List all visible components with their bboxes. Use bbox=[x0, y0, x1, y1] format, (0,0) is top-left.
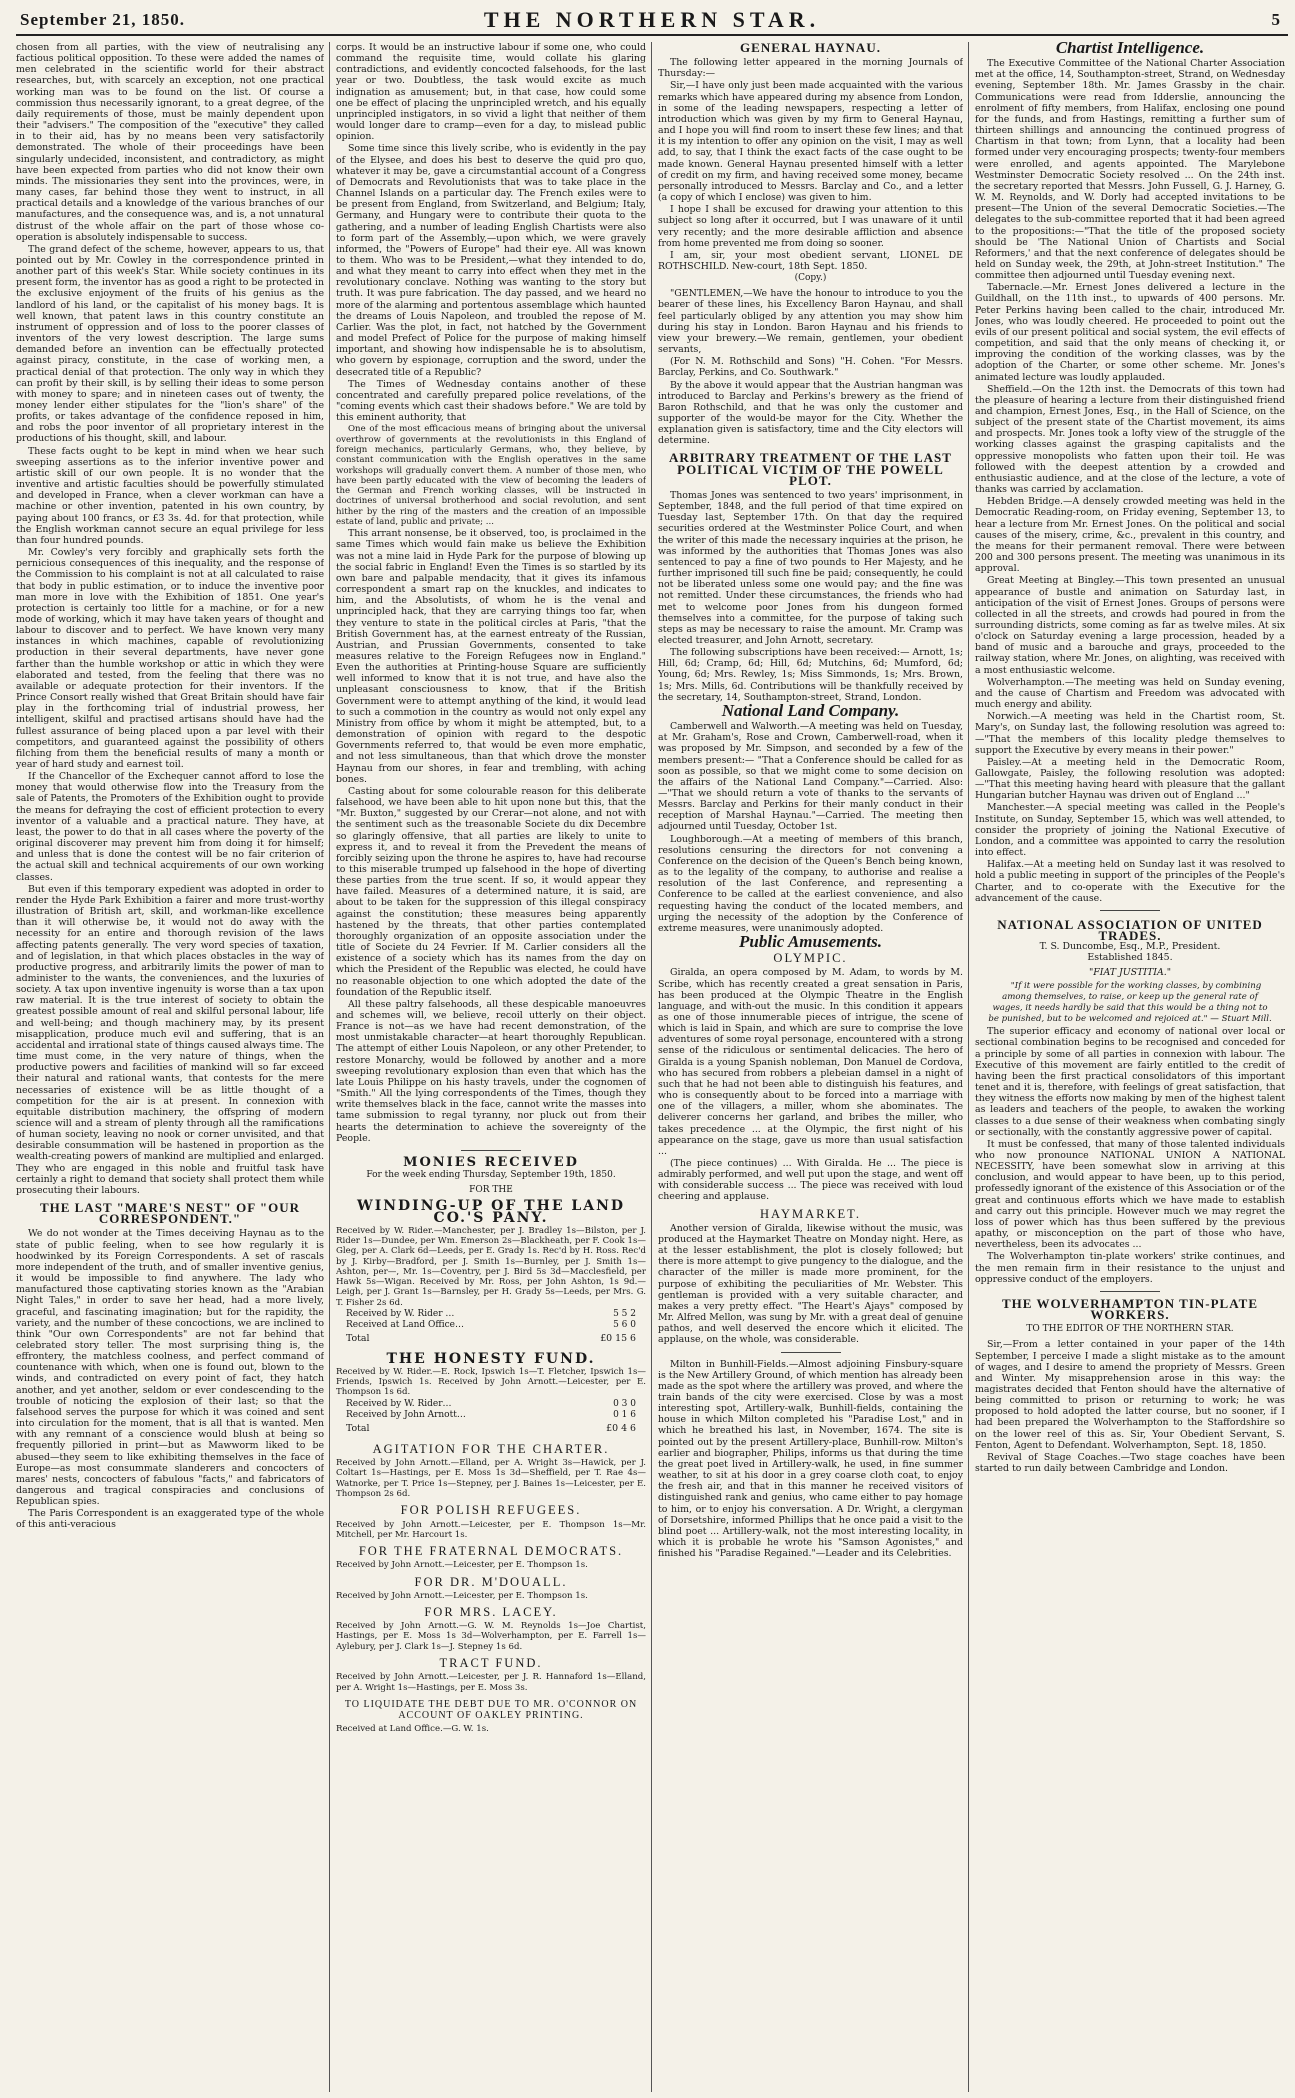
article-paragraph: The Paris Correspondent is an exaggerated type of the whole of this anti-veracious bbox=[16, 1508, 324, 1531]
article-paragraph: Hebden Bridge.—A densely crowded meeting was held in the Democratic Reading-room, on Friday evening, September 13, to hear a lecture from Mr. Ernest Jones. On the political and social causes of the misery, crime, &c., prevalent in this country, and the means for their permanent removal. There were between 200 and 300 persons present. The meeting was unanimous in its approval. bbox=[975, 496, 1285, 575]
divider bbox=[1100, 910, 1160, 911]
article-heading: OLYMPIC. bbox=[773, 951, 848, 966]
fund-heading: WINDING-UP OF THE LAND CO.'S PANY. bbox=[356, 1198, 626, 1226]
fund-heading: THE HONESTY FUND. bbox=[386, 1350, 596, 1367]
letter-salutation: TO THE EDITOR OF THE NORTHERN STAR. bbox=[1026, 1324, 1234, 1335]
article-paragraph: By the above it would appear that the Austrian hangman was introduced to Barclay and Perkins's brewery as the friend of Baron Rothschild, and that he was only the customer and supporter of the would-be mayor for the City. Whether the explanation given is satisfactory, time and the City electors will determine. bbox=[658, 379, 963, 447]
article-heading: THE LAST "MARE'S NEST" OF "OUR CORRESPONDENT." bbox=[39, 1200, 301, 1227]
article-paragraph: Loughborough.—At a meeting of members of this branch, resolutions censuring the directors for not convening a Conference on the decision of the Queen's Bench being known, as to the legality of the company, to authorise and realise a resolution of the last Conference, and representing a Conference to be called at the earliest convenience, and also requesting having the conduct of the located members, and urging the necessity of the adoption by the Conference of extreme measures, were unanimously adopted. bbox=[658, 833, 963, 934]
article-paragraph: I am, sir, your most obedient servant, LIONEL DE ROTHSCHILD. New-court, 18th Sept. 1850. bbox=[658, 249, 963, 272]
fund-receipts: Received by John Arnott.—Leicester, per J. R. Hannaford 1s—Elland, per A. Wright 1s—Hastings, per E. Moss 3s. bbox=[336, 1672, 646, 1693]
article-paragraph: The superior efficacy and economy of national over local or sectional combination begins to be recognised and conceded for a principle by some of all parties in connexion with labour. The Executive of this movement are fairly entitled to the credit of having been the first practical consolidators of this important tenet and it is, therefore, with feelings of great satisfaction, that they witness the efforts now making by men of the highest talent as leaders and teachers of the people, to awaken the working classes to a due sense of their weakness when combating singly or sectionally, with the constantly aggressive power of capital. bbox=[975, 1026, 1285, 1138]
epigraph-quote: "If it were possible for the working classes, by combining among themselves, to raise, or keep up the general rate of wages, it needs hardly be said that this would be a thing not to be punished, but to be welcomed and rejoiced at." — Stuart Mill. bbox=[988, 980, 1272, 1025]
money-line: Received by W. Rider … 5 5 2 bbox=[346, 1309, 636, 1320]
copy-label: (Copy.) bbox=[794, 273, 827, 284]
article-paragraph: Another version of Giralda, likewise without the music, was produced at the Haymarket Theatre on Monday night. Here, as at the lesser establishment, the plot is closely followed; but there is more attempt to give pungency to the dialogue, and the character of the miller is made more prominent, for the purpose of exhibiting the peculiarities of Mr. Webster. This gentleman is provided with a very suitable character, and makes a very pretty effect. "The Heart's Ajays" composed by Mr. Alfred Mellon, was sung by Mr. with a great deal of genuine pathos, and well deserved the encore which it elicited. The applause, on the whole, was considerable. bbox=[658, 1222, 963, 1346]
page-number: 5 bbox=[1271, 10, 1280, 29]
article-paragraph: All these paltry falsehoods, all these despicable manoeuvres and schemes will, we believe, recoil utterly on their object. France is not—as we have had recent demonstration, of the most unmistakable character—at heart thoroughly Republican. The attempt of either Louis Napoleon, or any other Pretender, to restore Monarchy, would be followed by another and a more sweeping revolutionary explosion than even that which has the late Louis Philippe on his hasty travels, under the cognomen of "Smith." All the lying correspondents of the Times, though they write themselves black in the face, cannot write the masses into tame submission to regal tyranny, nor pluck out from their hearts the determination to achieve the sovereignty of the People. bbox=[336, 998, 646, 1144]
section-heading: Chartist Intelligence. bbox=[1055, 42, 1205, 57]
fund-heading: FOR MRS. LACEY. bbox=[424, 1605, 558, 1620]
article-paragraph: It must be confessed, that many of those talented individuals who now pronounce NATIONAL UNION A NATIONAL NECESSITY, have been somewhat slow in arriving at this conclusion, and would appear to have been, up to this period, professedly ignorant of the existence of this Association or of the great and continuous efforts which we have made to establish and carry out this principle. However much we may regret the loss of power which has thus been suffered by the previous apathy, or misconception on the part of those who have, nevertheless, been its advocates ... bbox=[975, 1138, 1285, 1251]
fund-heading: TO LIQUIDATE THE DEBT DUE TO MR. O'CONNOR ON ACCOUNT OF OAKLEY PRINTING. bbox=[344, 1698, 638, 1721]
article-paragraph: Great Meeting at Bingley.—This town presented an unusual appearance of bustle and animation on Saturday last, in anticipation of the visit of Ernest Jones. Groups of persons were collected in all the streets, and crowds had poured in from the surrounding districts, some coming as far as twelve miles. At six o'clock on Saturday evening a large procession, headed by a band of music and a barouche and grays, proceeded to the railway station, where Mr. Jones, on alighting, was received with a most enthusiastic welcome. bbox=[975, 575, 1285, 676]
article-paragraph: Tabernacle.—Mr. Ernest Jones delivered a lecture in the Guildhall, on the 11th inst., to upwards of 400 persons. Mr. Peter Perkins having been called to the chair, introduced Mr. Jones, who was loudly cheered. He proceeded to point out the evils of our present political and social system, the evil effects of competition, and said that the only means of checking it, or improving the condition of the working classes, was by the adoption of the Charter, or some other scheme. Mr. Jones's animated lecture was loudly applauded. bbox=[975, 282, 1285, 383]
association-established: Established 1845. bbox=[1087, 952, 1173, 964]
article-paragraph: Camberwell and Walworth.—A meeting was held on Tuesday, at Mr. Graham's, Rose and Crown, Camberwell-road, when it was proposed by Mr. Simpson, and seconded by a few of the members present:— "That a Conference should be called for as soon as possible, so that we might come to some decision on the affairs of the National Land Company."—Carried. Also:—"That we should return a vote of thanks to the servants of Messrs. Barclay and Perkins for their manly conduct in their reception of Marshal Haynau."—Carried. The meeting then adjourned until Tuesday, October 1st. bbox=[658, 721, 963, 833]
article-heading: THE WOLVERHAMPTON TIN-PLATE WORKERS. bbox=[1002, 1295, 1258, 1323]
column-2 bbox=[336, 42, 646, 2092]
section-heading: Public Amusements. bbox=[739, 932, 882, 952]
article-paragraph: The grand defect of the scheme, however, appears to us, that pointed out by Mr. Cowley in the correspondence printed in another part of this week's Star. While society continues in its present form, the inventor has as good a right to be protected in the exclusive enjoyment of the fruits of his genius as the landlord of his land, or the capitalist of his money bags. It is well known, that patent laws in this country constitute an instrument of oppression and of loss to the poorer classes of inventors of the very lowest description. The large sums demanded before an invention can be effectually protected against piracy, constitute, in the case of working men, a practical denial of that protection. The only way in which they can profit by their skill, is by selling their ideas to some person with money to spare; and in nineteen cases out of twenty, the money lender either stipulates for the "lion's share" of the profits, or takes advantage of the confidence reposed in him, and robs the poor inventor of all proprietary interest in the productions of his thought, skill, and labour. bbox=[16, 243, 324, 445]
article-paragraph: Halifax.—At a meeting held on Sunday last it was resolved to hold a public meeting in support of the principles of the People's Charter, and to co-operate with the Executive for the advancement of the cause. bbox=[975, 859, 1285, 904]
association-heading: NATIONAL ASSOCIATION OF UNITED TRADES. bbox=[997, 916, 1263, 944]
column-1 bbox=[16, 42, 324, 2092]
divider bbox=[461, 1150, 521, 1151]
column-divider bbox=[968, 42, 969, 2092]
for-the-label: FOR THE bbox=[469, 1185, 513, 1196]
column-divider bbox=[651, 42, 652, 2092]
article-paragraph: Norwich.—A meeting was held in the Chartist room, St. Mary's, on Sunday last, the following resolution was agreed to:—"That the members of this locality pledge themselves to support the Executive by every means in their power." bbox=[975, 711, 1285, 756]
fund-receipts: Received by W. Rider.—Manchester, per J. Bradley 1s—Bilston, per J. Rider 1s—Dundee, per Wm. Emerson 2s—Blackheath, per F. Cook 1s—Gleg, per A. Clark 6d—Leeds, per E. Grady 1s. Rec'd by H. Ross. Rec'd by J. Kirby—Bradford, per J. Smith 1s—Burnley, per J. Smith 1s—Ashton, per—, Mr. 1s—Coventry, per J. Bird 5s 3d—Macclesfield, per Hawk 5s—Wigan. Received by Mr. Ross, per John Ashton, 1s 9d.—Leigh, per J. Grant 1s—Barnsley, per H. Grady 5s—Leeds, per Mrs. G. T. Fisher 2s 6d. bbox=[336, 1225, 646, 1308]
association-president: T. S. Duncombe, Esq., M.P., President. bbox=[1039, 941, 1221, 953]
article-paragraph: Mr. Cowley's very forcibly and graphically sets forth the pernicious consequences of this inequality, and the response of the Commission to his complaint is not at all calculated to raise that body in public estimation, or to induce the inventive poor man more in love with the Exhibition of 1851. One year's protection is certainly too little for a machine, or for a new mode of working, which it may have taken years of thought and labour to discover and to perfect. We have known very many instances in which machines, capable of revolutionizing production in their several departments, have never gone farther than the humble workshop or attic in which they were elaborated and tested, from the feeling that there was no available or adequate protection for their inventors. If the Prince Consort really wished that Great Britain should have fair play in the forthcoming trial of industrial prowess, her intelligent, skilful and practised artisans should have had the fullest assurance of being placed upon a par level with their competitors, and guaranteed against the possibility of others filching from them the beneficial results of many a month or year of hard study and earnest toil. bbox=[16, 547, 324, 770]
article-paragraph: This arrant nonsense, be it observed, too, is proclaimed in the same Times which would fain make us believe the Exhibition was not a mine laid in Hyde Park for the purpose of blowing up the social fabric in England! Even the Times is so startled by its own bare and palpable mendacity, that it gives its infamous correspondent a smart rap on the knuckles, and indicates to him, and the Absolutists, of whom he is the venal and unprincipled hack, that they are carrying things too far, when they venture to state in the political circles at Paris, "that the British Government has, at the earnest entreaty of the Russian, Austrian, and Prussian Governments, consented to take measures relative to the Foreign Refugees now in England." Even the authorities at Printing-house Square are sufficiently well informed to know that it is not true, and have also the unpleasant consciousness to know, that if the British Government were to attempt anything of the kind, it would lead to such a commotion in the country as would not only expel any Ministry from office by whom it might be attempted, but, to a demonstration of opinion with regard to the despotic Governments referred to, that would be even more emphatic, and not less simultaneous, than that which drove the monster Haynau from our shores, in fear and trembling, with aching bones. bbox=[336, 528, 646, 785]
article-paragraph: Manchester.—A special meeting was called in the People's Institute, on Sunday, September 15, which was well attended, to consider the propriety of joining the National Executive of London, and a committee was appointed to carry the resolution into effect. bbox=[975, 802, 1285, 859]
divider bbox=[781, 1352, 841, 1353]
article-heading: GENERAL HAYNAU. bbox=[740, 42, 881, 55]
column-4 bbox=[975, 42, 1285, 2092]
article-paragraph: Thomas Jones was sentenced to two years' imprisonment, in September, 1848, and the full period of that time expired on Tuesday last, September 17th. On that day the required securities ordered at the Westminster Police Court, and when the writer of this made the necessary inquiries at the prison, he was informed by the authorities that Thomas Jones was also sentenced to pay a fine of two pounds to Her Majesty, and he further imprisoned till such fine be paid; consequently, he could not be liberated unless some one would pay; and the fine was not remitted. Under these circumstances, the friends who had met to welcome poor Jones from his dungeon formed themselves into a committee, for the purpose of taking such steps as may be necessary to raise the amount. Mr. Cramp was elected treasurer, and John Arnott, secretary. bbox=[658, 489, 963, 646]
article-paragraph: chosen from all parties, with the view of neutralising any factious political opposition. To these were added the names of men celebrated in the scientific world for their abstract researches, but, with scarcely an exception, not one practical working man was to be found on the list. Of course a commission thus necessarily ignorant, to a great degree, of the daily requirements of those, must be mainly dependent upon their "advisers." The composition of the "executive" they called in to their aid, has by no means been very satisfactorily demonstrated. The whole of their proceedings have been singularly undecided, inconsistent, and contradictory, as might have been expected from parties who did not know their own minds. The missionaries they sent into the provinces, were, in many cases, far behind those they went to instruct, in all practical details and a knowledge of the various branches of our manufactures, and the consequence was, and is, a not unnatural distrust of the whole affair on the part of those whose co-operation is absolutely indispensable to success. bbox=[16, 42, 324, 243]
fund-receipts: Received by John Arnott.—Leicester, per E. Thompson 1s. bbox=[336, 1590, 588, 1601]
article-paragraph: The Wolverhampton tin-plate workers' strike continues, and the men remain firm in their resistance to the unjust and oppressive conduct of the employers. bbox=[975, 1251, 1285, 1285]
column-divider bbox=[329, 42, 330, 2092]
fund-heading: FOR DR. M'DOUALL. bbox=[414, 1574, 568, 1589]
article-paragraph: But even if this temporary expedient was adopted in order to render the Hyde Park Exhibition a fairer and more trust-worthy illustration of British art, skill, and workman-like excellence than it will otherwise be, it would not do away with the necessity for an entire and thorough revision of the laws affecting patents generally. The very word species of taxation, and of legislation, in that which places obstacles in the way of productive progress, and arbitrarily limits the power of man to administer to the wants, the conveniences, and the luxuries of society. A tax upon inventive ingenuity is worse than a tax upon raw material. It is the true interest of society to obtain the greatest possible amount of real and skilful personal labour, life and well-being; and though machinery may, by its present misapplication, produce much evil and suffering, that is an accidental and irrational state of things caused always time. The time must come, in the very nature of things, when the productive powers and facilities of mankind will so far exceed their natural and rational wants, that contests for the mere necessaries of existence will be as little thought of a competition for the air is at present. In connexion with equitable distribution machinery, the offspring of modern science will and a stream of plenty through all the ramifications of human society, leaving no nook or corner unvisited, and that desirable consummation will be hastened in proportion as the wealth-creating powers of mankind are multiplied and enlarged. They who are engaged in this noble and fruitful task have certainly a right to demand that society shall protect them while prosecuting their labours. bbox=[16, 883, 324, 1196]
fund-heading: FOR POLISH REFUGEES. bbox=[400, 1503, 582, 1518]
article-paragraph: Wolverhampton.—The meeting was held on Sunday evening, and the cause of Chartism and Freedom was advocated with much energy and ability. bbox=[975, 676, 1285, 711]
divider bbox=[1100, 1291, 1160, 1292]
fund-receipts: Received by John Arnott.—Elland, per A. Wright 3s—Hawick, per J. Coltart 1s—Hastings, per E. Moss 1s 3d—Sheffield, per T. Rae 4s—Watnorke, per T. Price 1s—Stepney, per J. Baines 1s—Leicester, per E. Thompson 2s 6d. bbox=[336, 1458, 646, 1500]
fund-heading: FOR THE FRATERNAL DEMOCRATS. bbox=[358, 1544, 624, 1559]
monies-received-heading: MONIES RECEIVED bbox=[403, 1154, 579, 1170]
issue-date: September 21, 1850. bbox=[20, 10, 186, 29]
fund-receipts: Received by W. Rider.—E. Rock, Ipswich 1s—T. Fletcher, Ipswich 1s—Friends, Ipswich 1s. Received by John Arnott.—Leicester, per E. Thompson 1s 6d. bbox=[336, 1366, 646, 1398]
fund-receipts: Received by John Arnott.—Leicester, per E. Thompson 1s—Mr. Mitchell, per Mr. Harcourt 1s. bbox=[336, 1519, 646, 1540]
article-paragraph: Some time since this lively scribe, who is evidently in the pay of the Elysee, and does his best to deserve the quid pro quo, whatever it may be, gave a circumstantial account of a Congress of Democrats and Revolutionists that was to take place in the Channel Islands on a particular day. The French exiles were to be present from England, from Switzerland, and Belgium; Italy, Germany, and Hungary were to contribute their quota to the gathering, and a number of leading English Chartists were also to form part of the Assembly,—upon which, we were gravely informed, the "Powers of Europe" had their eye. All was known to them. Who was to be President,—what they intended to do, and what they meant to carry into effect when they met in the revolutionary conclave. Nothing was wanting to the story but truth. It was pure fabrication. The day passed, and we heard no more of the alarming and portentous assemblage which haunted the dreams of Louis Napoleon, and troubled the repose of M. Carlier. Was the plot, in fact, not hatched by the Government and model Prefect of Police for the purpose of making himself important, and showing how indispensable he is to absolutism, who govern by espionage, corruption and the sword, under the desecrated title of a Republic? bbox=[336, 143, 646, 378]
article-paragraph: If the Chancellor of the Exchequer cannot afford to lose the money that would otherwise flow into the Treasury from the sale of Patents, the Promoters of the Exhibition ought to provide the means for defraying the cost of efficient protection to every inventor of a valuable and a practical nature. They have, at least, the power to do that in all cases where the poverty of the original discoverer may prevent him from doing it for himself; and unless that is done the contest will be no fair criterion of the actual skill and technical acquirements of our own working classes. bbox=[16, 771, 324, 883]
article-paragraph: Sheffield.—On the 12th inst. the Democrats of this town had the pleasure of hearing a lecture from their distinguished friend and champion, Ernest Jones, Esq., in the Hall of Science, on the subject of the present state of the Chartist movement, its aims and prospects. Mr. Jones took a lofty view of the struggle of the working classes against the grasping capitalists and the oppressive monopolists who fatten upon their toil. He was followed with the deepest attention by a crowded and enthusiastic audience, and at the close of the lecture, a vote of thanks was carried by acclamation. bbox=[975, 383, 1285, 496]
newspaper-page bbox=[8, 0, 1288, 2098]
money-line: Received by John Arnott… 0 1 6 bbox=[346, 1409, 636, 1420]
article-paragraph: Sir,—From a letter contained in your paper of the 14th September, I perceive I made a slight mistake as to the amount of wages, and I desire to amend the propriety of Messrs. Green and Winter. My misapprehension arose in this way: the magistrates decided that Fenton should have the alternative of being committed to prison or returning to work; he was proposed to hold adopted the latter course, but no sooner, if I had been prepared the Wolverhampton to the Staffordshire so on the lower reel of this as. Sir, Your Obedient Servant, S. Fenton, Agent to Defendant. Wolverhampton, Sept. 18, 1850. bbox=[975, 1339, 1285, 1451]
article-paragraph: "GENTLEMEN,—We have the honour to introduce to you the bearer of these lines, his Excellency Baron Haynau, and shall feel particularly obliged by any attention you may show him during his stay in London. Baron Haynau and his friends to view your brewery.—We remain, gentlemen, your obedient servants, bbox=[658, 288, 963, 356]
section-heading: National Land Company. bbox=[721, 700, 900, 720]
column-3 bbox=[658, 42, 963, 2092]
article-heading: ARBITRARY TREATMENT OF THE LAST POLITICAL VICTIM OF THE POWELL PLOT. bbox=[669, 450, 952, 488]
article-paragraph: The Times of Wednesday contains another of these concentrated and carefully prepared police revelations, of the "coming events which cast their shadows before." We are told by this eminent authority, that bbox=[336, 378, 646, 424]
article-paragraph: Giralda, an opera composed by M. Adam, to words by M. Scribe, which has recently created a great sensation in Paris, has been produced at the Olympic Theatre in the English language, and with-out the music. In this condition it appears as one of those innumerable pieces of intrigue, the scene of which is laid in Spain, and which are sure to comprise the love adventures of some royal personage, encountered with a strong sense of the ridiculous or sentimental delicacies. The hero of Giralda is a young Spanish nobleman, Don Manuel de Cordova, who has secured from robbers a plebeian damsel in a night of such that he had not been able to distinguish his features, and who is consequently about to be forced into a marriage with one of the villagers, a miller, whom she abominates. The deliverer concerns her garland, and bribes the miller, who takes precedence ... at the Olympic, the first night of his appearance on the stage, gave us more than usual satisfaction ... bbox=[658, 967, 963, 1157]
fund-heading: TRACT FUND. bbox=[439, 1656, 543, 1671]
article-paragraph: (The piece continues) ... With Giralda. He ... The piece is admirably performed, and well put upon the stage, and went off with considerable success ... The piece was received with loud cheering and applause. bbox=[658, 1158, 963, 1203]
article-paragraph: The Executive Committee of the National Charter Association met at the office, 14, Southampton-street, Strand, on Wednesday evening, September 18th. Mr. James Grassby in the chair. Communications were read from Idderslie, announcing the enrolment of fifty members, from Halifax, enclosing one pound for the funds, and from Hastings, remitting a further sum of thirteen shillings and announcing the continued progress of Chartism in that town; from Lynn, that a locality had been formed under very encouraging prospects; twenty-four members were enrolled, and agents appointed. The Marylebone Westminster Democratic Society resolved ... On the 24th inst. the secretary reported that Messrs. John Fussell, G. J. Harney, G. W. M. Reynolds, and W. Dorly had accepted invitations to be present—The Union of the several Democratic Societies.—The delegates to the sub-committee reported that it had been agreed to the propositions:—"That the title of the proposed society should be 'The National Union of Chartists and Social Reformers,' and that the next conference of delegates should be held on Sunday week, the 29th, at John-street Institution." The committee then adjourned until Tuesday evening next. bbox=[975, 58, 1285, 282]
article-paragraph: Milton in Bunhill-Fields.—Almost adjoining Finsbury-square is the New Artillery Ground, of which mention has already been made as the spot where the artillery was proved, and where the train bands of the city were exercised. Close by was a most interesting spot, Artillery-walk, Bunhill-fields, containing the house in which Milton completed his "Paradise Lost," and in which he breathed his last, in November, 1674. The site is pointed out by the present Artillery-place, Bunhill-row. Milton's earlier and biographer, Philips, informs us that during the time the great poet lived in Artillery-walk, he used, in fine summer weather, to sit at his door in a grey coarse cloth coat, to enjoy the fresh air, and that in this manner he received visitors of distinguished rank and genius, who came either to pay homage to him, or to enjoy his conversation. A Dr. Wright, a clergyman of Dorsetshire, informed Phillips that he once paid a visit to the blind poet ... Artillery-walk, not the most interesting locality, in which it is probable he wrote his "Samson Agonistes," and finished his "Paradise Regained."—Leader and its Celebrities. bbox=[658, 1358, 963, 1560]
article-paragraph: The following letter appeared in the morning Journals of Thursday:— bbox=[658, 57, 963, 80]
article-paragraph: Paisley.—At a meeting held in the Democratic Room, Gallowgate, Paisley, the following resolution was adopted:—"That this meeting having heard with pleasure that the gallant Hungarian butcher Haynau was driven out of England ..." bbox=[975, 756, 1285, 802]
article-paragraph: corps. It would be an instructive labour if some one, who could command the requisite time, would collate his glaring contradictions, and evidently concocted falsehoods, for the last year or two. Doubtless, the task would excite as much indignation as amusement; but, in that case, how could some one be effect of placing the unprincipled wretch, and his equally unprincipled instigators, in so vivid a light that neither of them would longer dare to cramp—even for a day, to mislead public opinion. bbox=[336, 42, 646, 143]
article-paragraph: The following subscriptions have been received:— Arnott, 1s; Hill, 6d; Cramp, 6d; Hill, 6d; Mutchins, 6d; Mumford, 6d; Young, 6d; Mrs. Rewley, 1s; Miss Simmonds, 1s; Mrs. Brown, 1s; Mrs. Mills, 6d. Contributions will be thankfully received by the secretary, 14, Southampton-street, Strand, London. bbox=[658, 647, 963, 703]
money-total: Total £0 4 6 bbox=[346, 1422, 636, 1434]
money-total: Total £0 15 6 bbox=[346, 1333, 636, 1345]
monies-subheading: For the week ending Thursday, September 19th, 1850. bbox=[366, 1170, 616, 1181]
fund-receipts: Received at Land Office.—G. W. 1s. bbox=[336, 1724, 489, 1735]
fund-heading: AGITATION FOR THE CHARTER. bbox=[372, 1442, 610, 1457]
article-heading: HAYMARKET. bbox=[760, 1206, 861, 1221]
article-paragraph: I hope I shall be excused for drawing your attention to this subject so long after it occurred, but I was unaware of it until very recently; and the more desirable affliction and absence from home prevented me from doing so sooner. bbox=[658, 204, 963, 249]
newspaper-title: THE NORTHERN STAR. bbox=[483, 7, 821, 32]
article-paragraph: We do not wonder at the Times deceiving Haynau as to the state of public feeling, when to see how regularly it is hoodwinked by its Foreign Correspondents. A set of rascals more independent of the truth, and of smaller inventive genius, it would be impossible to find anywhere. The lady who manufactured those captivating stories known as the "Arabian Night Tales," in order to save her head, had a more lively, graceful, and fascinating imagination; but for the rapidity, the variety, and the number of these concoctions, we are inclined to think "Our own Correspondents" are not far behind that celebrated story teller. The most surprising thing is, the effrontery, the matchless coolness, and perfect command of countenance with which, when one is found out, blown to the winds, and contradicted on every point of fact, they hatch another, and yet another, seldom or ever condescending to the trouble of noticing the explosion of their last; so that the falsehood serves the purpose for which it was coined and sent into circulation for the moment, that is all that is wanted. Men with any remnant of a conscience would blush at being so frequently pilloried in print—but as Mawworm liked to be abused—they seem to like exhibiting themselves in the face of Europe—as most consummate slanderers and concocters of mares' nests, concocters of fabulous "facts," and fabricators of dangerous and tragical conspiracies and conclusions of Republican spies. bbox=[16, 1228, 324, 1508]
money-line: Received at Land Office… 5 6 0 bbox=[346, 1320, 636, 1331]
association-motto: "FIAT JUSTITIA." bbox=[1088, 966, 1172, 978]
money-line: Received by W. Rider… 0 3 0 bbox=[346, 1398, 636, 1409]
masthead bbox=[16, 6, 1288, 36]
article-paragraph: Casting about for some colourable reason for this deliberate falsehood, we have been able to hit upon none but this, that the "Mr. Buxton," suggested by our Crerar—not alone, and not with the sentiment such as the treasonable Societe du dix Decembre so glaringly offensive, that all parties are likely to unite to express it, and to reveal it from the Prevedent the means of forcibly seizing upon the throne he aspires to, have had recourse to this miserable trumped up falsehood in the hope of diverting these parties from the true scent. If so, it would appear they have failed. Measures of a determined nature, it is said, are about to be taken for the suppression of this illegal conspiracy against the constitution; these measures being apparently hastened by the threats, that other parties contemplated thoroughly organization of an opposite association under the title of Societe du 24 Fevrier. If M. Carlier considers all the existence of a society which has its names from the day on which the President of the Republic was elected, he could have no reasonable objection to one which adopted the date of the foundation of the Republic itself. bbox=[336, 785, 646, 998]
article-paragraph: Revival of Stage Coaches.—Two stage coaches have been started to run daily between Cambridge and London. bbox=[975, 1451, 1285, 1475]
fund-receipts: Received by John Arnott.—G. W. M. Reynolds 1s—Joe Chartist, Hastings, per E. Moss 1s 3d—Wolverhampton, per E. Farrell 1s—Aylebury, per J. Clark 1s—J. Stepney 1s 6d. bbox=[336, 1621, 646, 1652]
article-paragraph: (For N. M. Rothschild and Sons) "H. Cohen. "For Messrs. Barclay, Perkins, and Co. Southwark." bbox=[658, 356, 963, 379]
fund-receipts: Received by John Arnott.—Leicester, per E. Thompson 1s. bbox=[336, 1560, 588, 1571]
article-paragraph: These facts ought to be kept in mind when we hear such sweeping assertions as to the inferior inventive power and artistic skill of our own people. It is no wonder that the inventive and artistic faculties should be powerfully stimulated and developed in France, when a clever workman can have a machine or other invention, patented in his own country, by paying about 100 francs, or £3 3s. 4d. for that protection, while the English workman cannot secure an equal privilege for less than four hundred pounds. bbox=[16, 445, 324, 546]
quoted-extract: One of the most efficacious means of bringing about the universal overthrow of governments at the revolutionists in this England of foreign mechanics, particularly Germans, who, they believe, by constant communication with the English operatives in the same workshops will gradually convert them. A number of those men, who have been partly educated with the view of becoming the leaders of the German and French working classes, will be instructed in doctrines of universal brotherhood and social revolution, and sent hither by the ring of the masters and the creation of an impossible estate of land, public and private; ... bbox=[336, 424, 646, 527]
article-paragraph: Sir,—I have only just been made acquainted with the various remarks which have appeared during my absence from London, in some of the leading newspapers, respecting a letter of introduction which was given by my firm to General Haynau, and I hope you will find room to insert these few lines; and that it is my intention to offer any opinion on the visit, I may as well add, to say, that I think the exact facts of the case ought to be made known. General Haynau presented himself with a letter of credit on my firm, and having received some money, became personally introduced to Messrs. Barclay and Co., and a letter (a copy of which I enclose) was given to him. bbox=[658, 80, 963, 204]
